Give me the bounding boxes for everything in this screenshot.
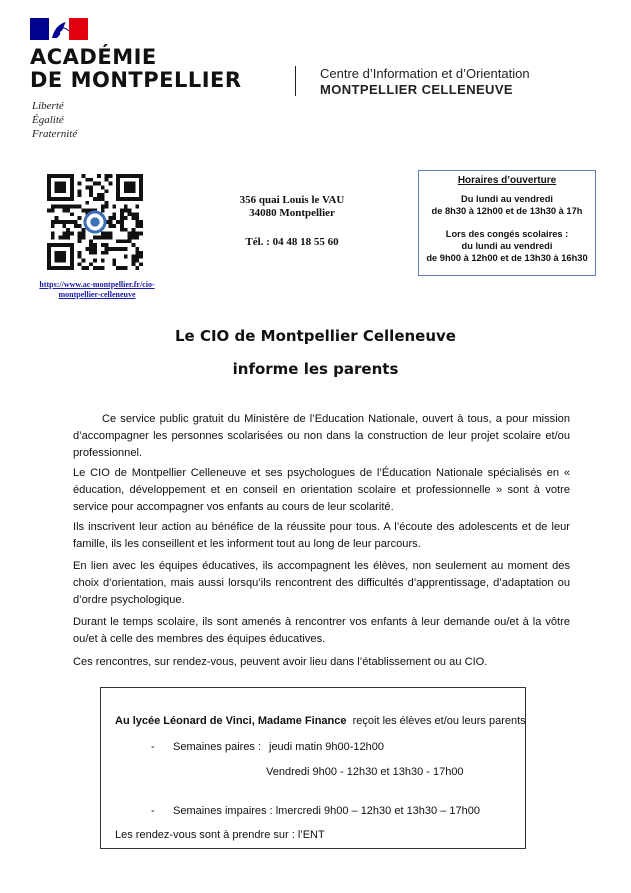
- address-street: 356 quai Louis le VAU: [239, 194, 345, 206]
- hours-title: Horaires d’ouverture: [457, 175, 557, 186]
- document-subtitle: informe les parents: [232, 360, 399, 378]
- paragraph: Ils inscrivent leur action au bénéfice de la réussite pour tous. A l’écoute des adolescents et de leur famille, ils les conseillent et les informent tout au long de leur parcours.: [73, 521, 570, 550]
- paragraph: Le CIO de Montpellier Celleneuve et ses psychologues de l’Éducation Nationale spécialisés en « éducation, développement et en conseil en orientation scolaire et professionnelle » sont à votre service pour accompagner vos enfants au cours de leur scolarité.: [73, 467, 570, 513]
- cio-name: [320, 66, 530, 98]
- hours-line-5: de 9h00 à 12h00 et de 13h30 à 16h30: [426, 253, 588, 263]
- hours-line-3: Lors des congés scolaires :: [445, 229, 569, 239]
- box-intro-rest: reçoit les élèves et/ou leurs parents: [352, 715, 526, 727]
- link-line-2: montpellier-celleneuve: [58, 290, 136, 299]
- hours-line-2: de 8h30 à 12h00 et de 13h30 à 17h: [431, 206, 583, 216]
- header-divider: [295, 66, 296, 96]
- paires-line-1: jeudi matin 9h00-12h00: [269, 741, 384, 753]
- academie-logo-text: [30, 46, 242, 92]
- paragraph: Ce service public gratuit du Ministère de l’Education Nationale, ouvert à tous, a pour mission d’accompagner les personnes scolarisées ou non dans la construction de leur projet scolaire et/ou professionnel.: [73, 413, 570, 459]
- opening-hours-box: [418, 170, 596, 276]
- box-intro-bold: Au lycée Léonard de Vinci, Madame Finance: [115, 715, 347, 727]
- cio-name-line-1: Centre d’Information et d’Orientation: [320, 66, 530, 81]
- paragraph: Ces rencontres, sur rendez-vous, peuvent avoir lieu dans l’établissement ou au CIO.: [73, 656, 488, 668]
- logo-line-2: DE MONTPELLIER: [30, 68, 242, 92]
- hours-line-4: du lundi au vendredi: [461, 241, 553, 251]
- bullet-dash: -: [151, 805, 155, 817]
- address-city: 34080 Montpellier: [249, 207, 335, 219]
- paires-label: Semaines paires :: [173, 741, 262, 753]
- devise-liberte: Liberté: [32, 100, 64, 112]
- phone-number: Tél. : 04 48 18 55 60: [245, 236, 339, 248]
- marianne-logo-icon: [30, 18, 88, 40]
- paragraph: En lien avec les équipes éducatives, ils accompagnent les élèves, non seulement au moment des choix d’orientation, mais aussi lorsqu’ils rencontrent des difficultés d’apprentissage, d’adaptation ou d’ordre psychologique.: [73, 560, 570, 606]
- impaires-line: Semaines impaires : lmercredi 9h00 – 12h30 et 13h30 – 17h00: [173, 805, 480, 817]
- devise-fraternite: Fraternité: [32, 128, 78, 140]
- paragraph: Durant le temps scolaire, ils sont amenés à rencontrer vos enfants à leur demande ou/et à la vôtre ou/et à celle des membres des équipes éducatives.: [73, 616, 570, 645]
- box-intro: [115, 714, 526, 728]
- cio-website-link[interactable]: [34, 280, 160, 300]
- document-title: Le CIO de Montpellier Celleneuve: [175, 327, 456, 345]
- rdv-line: Les rendez-vous sont à prendre sur : l’ENT: [115, 829, 325, 841]
- address: [222, 194, 362, 220]
- hours-line-1: Du lundi au vendredi: [461, 194, 553, 204]
- paires-line-2: Vendredi 9h00 - 12h30 et 13h30 - 17h00: [266, 766, 464, 778]
- devise-egalite: Égalité: [32, 114, 64, 126]
- cio-name-line-2: MONTPELLIER CELLENEUVE: [320, 82, 513, 97]
- qr-code-icon: [47, 174, 143, 270]
- devise: [32, 99, 77, 141]
- link-line-1: https://www.ac-montpellier.fr/cio-: [39, 280, 155, 289]
- logo-line-1: ACADÉMIE: [30, 45, 157, 69]
- appointments-box: [100, 687, 526, 849]
- bullet-dash: -: [151, 741, 155, 753]
